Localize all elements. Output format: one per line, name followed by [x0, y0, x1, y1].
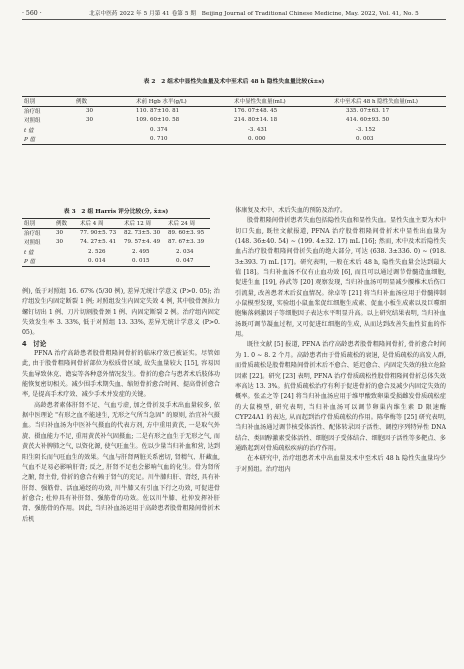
body-paragraph: 体康复及术中、术后失血的预防及治疗。 — [235, 207, 347, 214]
body-paragraph: 既往文献 [5] 报道, PFNA 治疗高龄患者股骨粗隆间骨折, 骨折愈合时间为 1. 0 ~ 8. 2 个月。高龄患者由于骨质疏松的衰退, 是骨质疏松的高发人群, 而骨质疏松是股骨粗隆间骨折术后不愈合、延迟愈合、内固定失效的独立危险因素 [22]。研究 [23] 表明, PFNA 治疗骨质疏松性股骨粗隆间骨折总体失效率高达 13. 3%。抗骨质疏松治疗有利于促进骨折的愈合及减少内固定失效的概率。张孟之等 [24] 将当归补血汤应用于维甲酸致卵巢受损雌发骨质疏松症的大鼠模型, 研究表明, 当归补血汤可以调节卵巢内维生素 D 限速酶 CYP24A1 的表达, 从而起到治疗骨质疏松的作用。陈华梅等 [25] 研究表明, 当归补血汤通过调节核受体活性、配体转录因子活性、调控序列特异性 DNA 结合、类固醇激素受体活性、细胞因子受体结合、细胞因子活性等多靶点、多通路起到对骨质疏松疾病的治疗作用。 — [235, 341, 446, 452]
table-cell: 0. 047 — [176, 258, 194, 264]
table3-caption: 表 3 2 组 Harris 评分比较(分, x̄±s) — [63, 209, 169, 215]
table-header-row — [22, 219, 210, 229]
table-cell: 335. 07±63. 17 — [346, 108, 390, 114]
table-cell: -3. 431 — [248, 126, 268, 133]
table-row — [22, 247, 210, 257]
table-cell: 30 — [86, 108, 93, 114]
table-cell: 0. 000 — [248, 136, 266, 142]
table-row — [22, 257, 210, 267]
table-row — [22, 238, 210, 248]
table-cell — [74, 125, 134, 135]
left-text-column — [22, 287, 220, 525]
table-cell — [54, 247, 78, 257]
table-cell: 0. 710 — [150, 136, 168, 142]
table-header-cell: 组别 — [24, 99, 36, 106]
table-header-cell: 术中显性失血量(mL) — [234, 99, 286, 106]
table-cell: 109. 60±10. 58 — [136, 117, 180, 124]
body-paragraph: 在本研究中, 治疗组患者术中出血量及术中至术后 48 h 隐性失血量均少于对照组。治疗组内 — [235, 455, 446, 473]
table-header-cell: 术中至术后 48 h 隐性失血量(mL) — [334, 99, 418, 106]
right-text-column — [235, 206, 446, 475]
table3 — [22, 218, 210, 267]
table-cell: 110. 87±10. 81 — [136, 108, 180, 114]
table-header-cell: 例数 — [56, 221, 68, 228]
table-row — [22, 228, 210, 238]
table-header-row — [22, 97, 446, 107]
running-header — [22, 8, 446, 20]
table-cell: 治疗组 — [24, 231, 41, 237]
table-cell: 214. 80±14. 18 — [234, 117, 278, 124]
body-paragraph: 例), 低于对照组 16. 67% (5/30 例), 差异无统计学意义 (P>0. 05); 治疗组发生内固定断裂 1 例; 对照组发生内固定失效 4 例, 其中股骨颈拉力螺钉切出 1 例、刀片切割股骨颈 1 例、内固定断裂 2 例。治疗组内固定失效发生率 3. 33%, 低于对照组 13. 33%, 差异无统计学意义 (P>0. 05)。 — [22, 288, 220, 337]
body-paragraph: 高龄患者素体肝肾不足、气血亏虚, 加之骨折及手术出血量较多, 依据中医理论 "有形之血不能速生, 无形之气所当急固" 的原则, 治宜补气摄血。当归补血汤为中医补气摄血的代表方剂, 方中重用黄芪, 一是取气外旋、摄血能力不足, 重用黄芪补气固摄血; 二是有形之血生于无形之气, 而黄芪大补脾肺之气, 以资化源, 使气旺血生。佐以少量当归补血和营, 达到阳生阴长而气旺血生的效果。气血与肝肾两脏关系密切, 肾精气、肝藏血, 气血不足易必影响肝肾; 反之, 肝肾不足也会影响气血的化生。骨为肾所之腑, 肾主骨, 骨折的愈合有赖于肾气的充足。川牛膝归肝、肾经, 具有补肝肾、强筋骨、活血通经的功效, 川牛膝又有引血下行之功效, 可促进骨折愈合; 杜仲具有补肝肾、强筋骨的功效。佐以川牛膝、杜仲发挥补肝肾、强筋骨的作用。因此, 当归补血汤运用于高龄患者股骨粗隆间骨折术后机 — [22, 401, 220, 523]
table-cell: P 值 — [24, 259, 35, 265]
table-cell: 对照组 — [24, 240, 41, 247]
table2-caption: 表 2 2 组术中显性失血量及术中至术后 48 h 隐性失血量比较(x̄±s) — [143, 79, 325, 85]
table-cell: 79. 57±4. 49 — [124, 239, 161, 246]
table-cell: 2. 034 — [176, 248, 194, 255]
table-cell: 2. 495 — [132, 248, 150, 255]
table-row — [22, 135, 446, 145]
table-cell: 0. 015 — [132, 258, 150, 264]
table-cell: 74. 27±5. 41 — [80, 239, 117, 246]
table-cell: 2. 526 — [88, 248, 106, 255]
table-cell: 77. 90±5. 73 — [80, 230, 117, 236]
table-cell: 176. 07±48. 45 — [234, 108, 278, 114]
table-header-cell: 术后 24 周 — [168, 221, 195, 228]
table-cell: P 值 — [24, 137, 35, 143]
journal-info: 北京中医药 2022 年 5 月第 41 卷第 5 期 Beijing Journal of Traditional Chinese Medicine, May. 2022, Vol. 41, No. 5 — [89, 11, 419, 17]
body-paragraph: 股骨粗隆间骨折患者失血包括隐性失血和显性失血。显性失血主要为术中切口失血, 既往文献报道, PFNA 治疗股骨粗隆间骨折术中显性出血量为 (148. 36±40. 54) ~ (199. 4±32. 17) mL [16]; 然而, 术中及术后隐性失血占治疗股骨粗隆间骨折失血的绝大部分, 可达 (638. 3±336. 0) ~ (918. 3±393. 7) mL [17]。研究表明, 一般在术后 48 h, 隐性失血量会达到最大值 [18]。当归补血汤不仅有止血功效 [6], 而且可以通过调节骨髓造血细胞, 促进生血 [19], 孙武等 [20] 观察发现, 当归补血汤可明显减少腰椎术后伤口引流量, 改善患者术后贫血情况。徐卓等 [21] 将当归补血汤应用于骨髓抑制小鼠模型发现, 实验组小鼠血浆促红细胞生成素、促血小板生成素以及巨噬细胞集落刺激因子等细胞因子表达水平明显升高。以上研究结果表明, 当归补血汤既可调节凝血过程, 又可促进红细胞的生成, 从而达到改善失血性贫血的作用。 — [235, 217, 446, 339]
table-cell: -3. 152 — [356, 126, 376, 133]
table-cell: 0. 003 — [356, 136, 374, 142]
table-header-cell: 术前 Hgb 水平(g/L) — [136, 99, 187, 106]
table-cell: 治疗组 — [24, 109, 41, 115]
table-cell: 0. 014 — [88, 258, 106, 264]
table-cell: 87. 67±3. 39 — [168, 239, 205, 246]
table-cell: 对照组 — [24, 118, 41, 125]
table-cell: 82. 73±5. 30 — [124, 230, 161, 236]
table-header-cell: 术后 12 周 — [124, 221, 151, 228]
table2 — [22, 96, 446, 145]
table-cell: t 值 — [24, 249, 34, 256]
table-row — [22, 125, 446, 135]
table-cell: t 值 — [24, 127, 34, 134]
table-cell: 89. 60±3. 95 — [168, 230, 205, 236]
table-cell: 414. 60±93. 50 — [346, 117, 390, 124]
table-row — [22, 116, 446, 126]
table-cell: 30 — [56, 230, 63, 236]
table-cell: 0. 374 — [150, 126, 168, 133]
table-header-cell: 例数 — [76, 99, 88, 106]
body-paragraph: PFNA 治疗高龄患者股骨粗隆间骨折的临床疗效已被证实。尽管如此, 由于股骨粗隆间骨折部位为松质骨区域, 故失血量较大 [15], 容易因失血导致休克、谵妄等各种意外情况发生。骨折的愈合与患者术后肢体功能恢复密切相关。减少围手术期失血、缩短骨折愈合时间、提高骨折愈合率, 是提高手术疗效、减少手术并发症的关键。 — [22, 350, 220, 399]
table-cell — [54, 257, 78, 267]
section-heading: 4 讨论 — [22, 339, 47, 348]
table-header-cell: 术后 4 周 — [80, 221, 104, 228]
page-number: · 560 · — [22, 10, 42, 17]
table-cell: 30 — [86, 117, 93, 124]
table-cell: 30 — [56, 239, 63, 246]
table-header-cell: 组别 — [24, 221, 36, 228]
table-cell — [74, 135, 134, 145]
table-row — [22, 106, 446, 116]
